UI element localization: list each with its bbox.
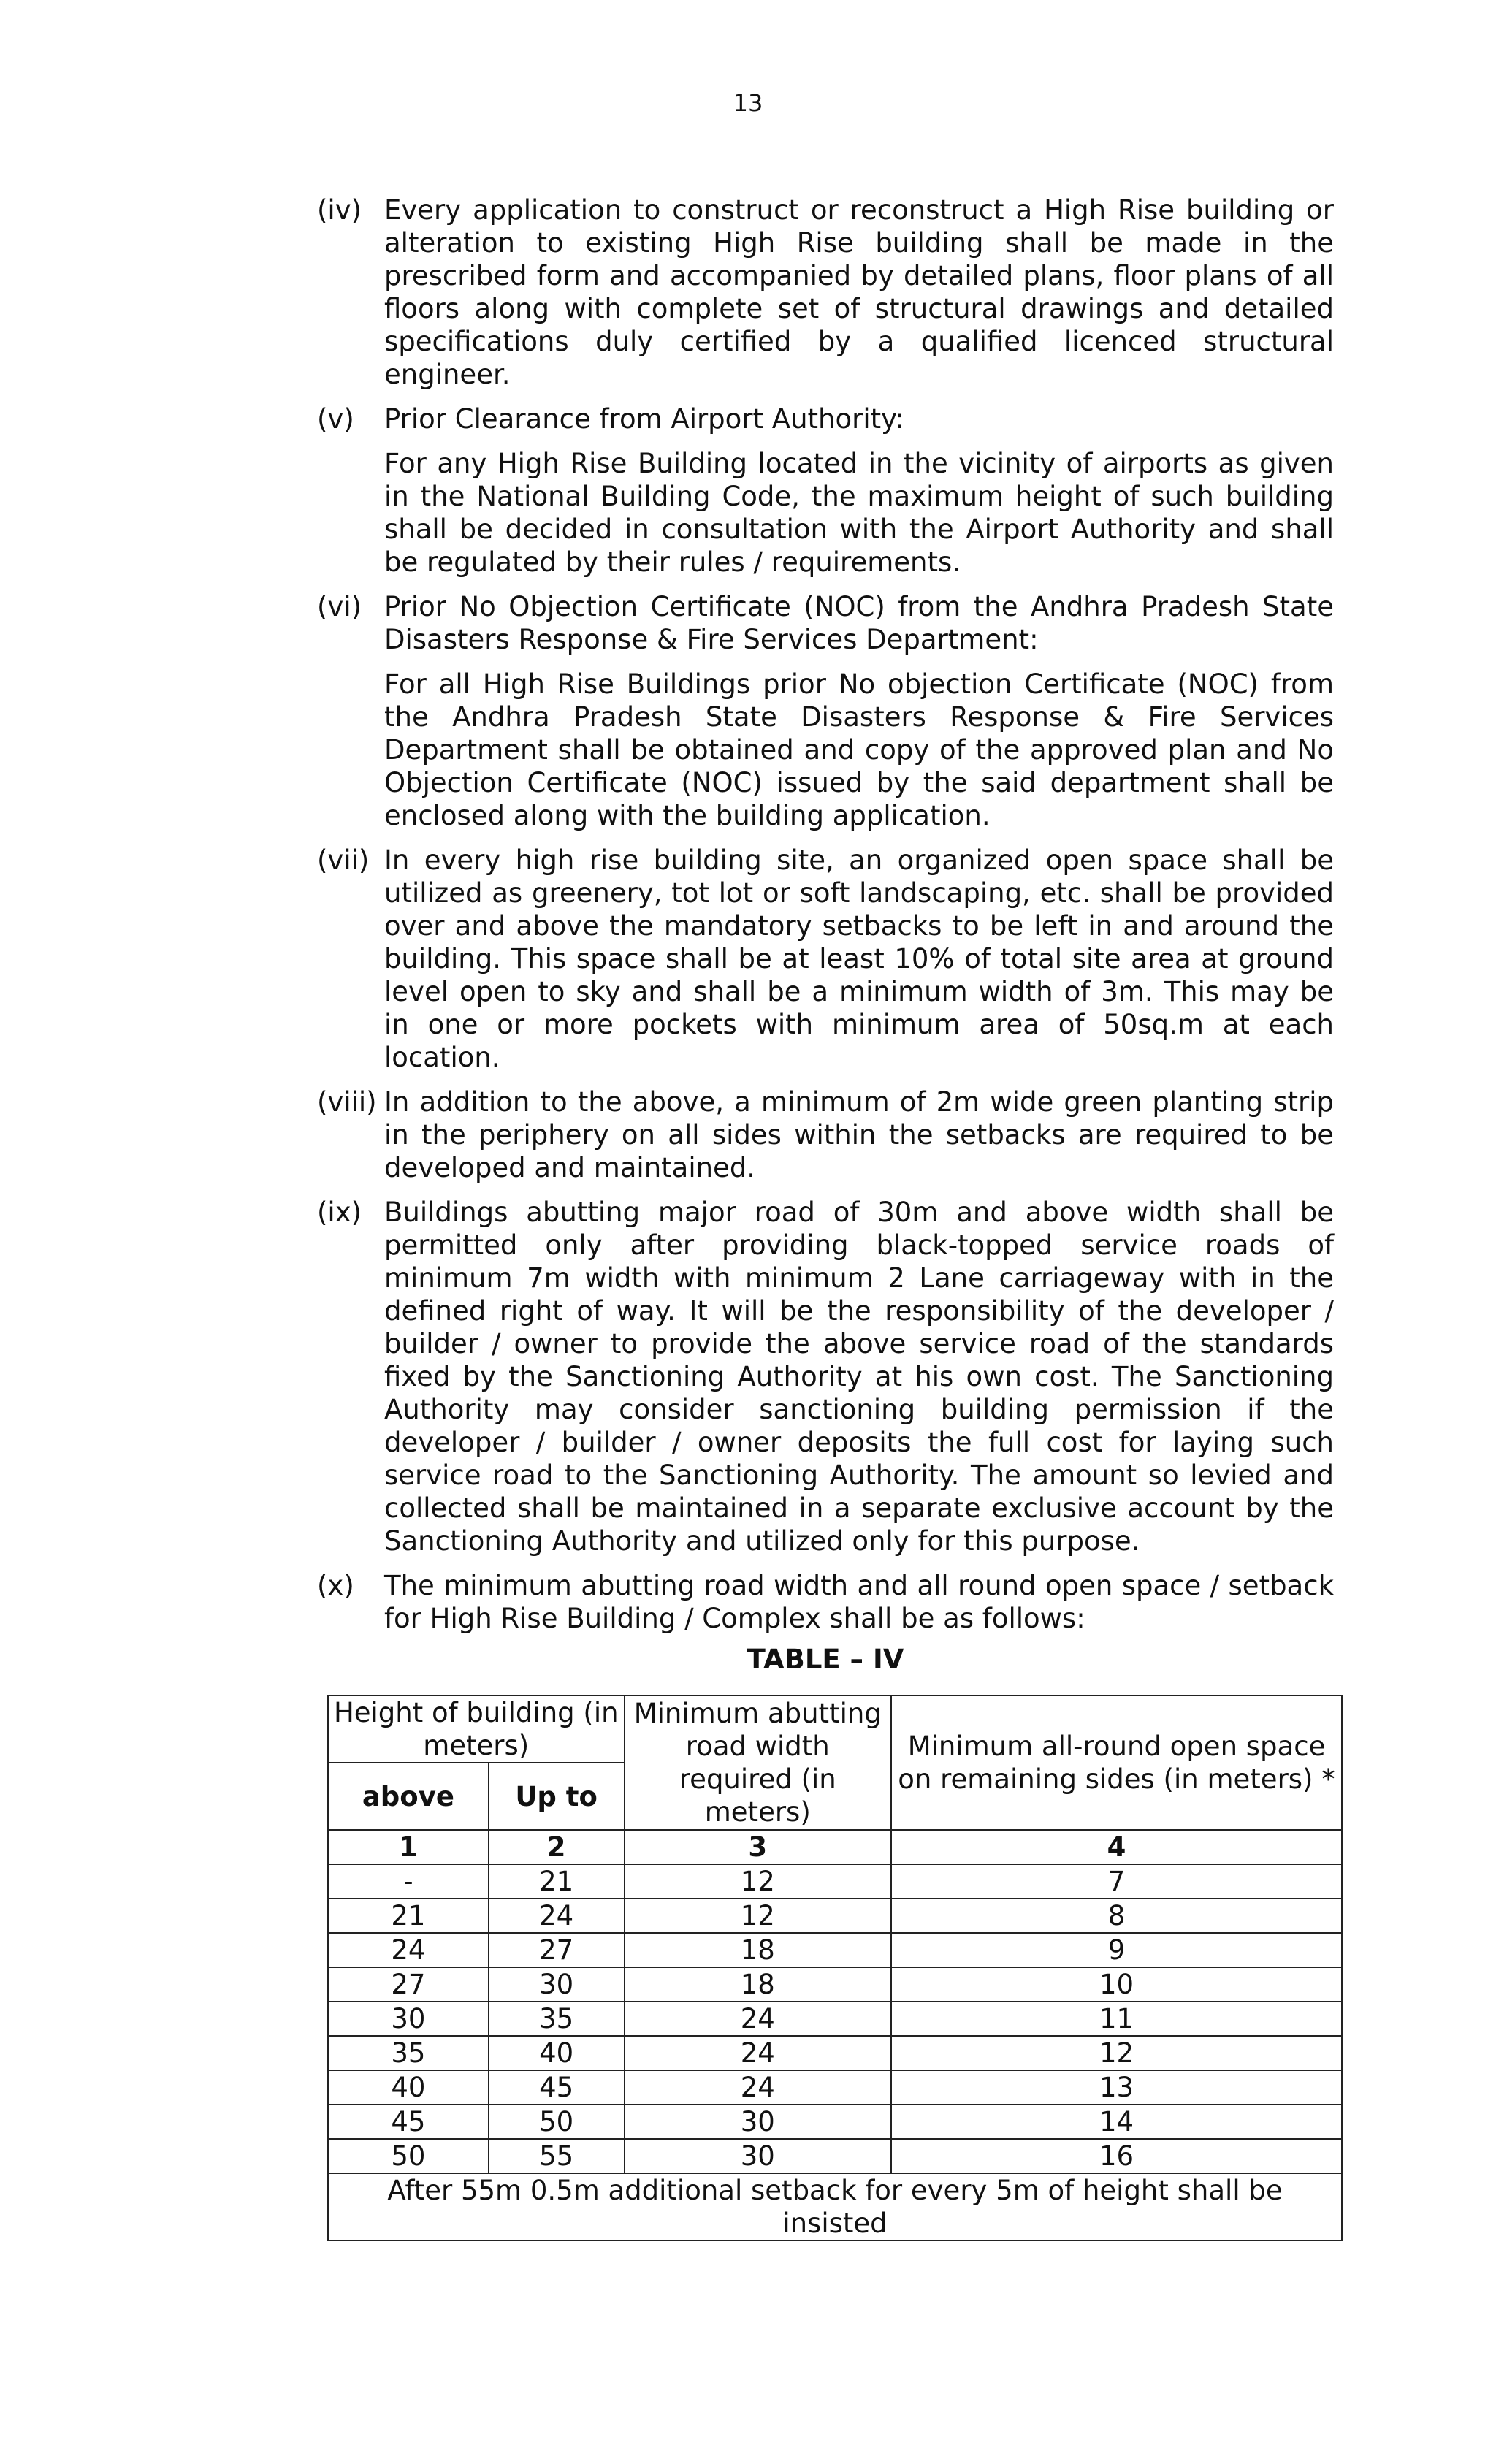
table-row	[328, 1933, 1342, 1967]
table-cell: 24	[489, 1899, 625, 1933]
table-cell: 24	[625, 2036, 892, 2070]
clause-heading: Prior Clearance from Airport Authority:	[384, 403, 904, 435]
clause-number: (x)	[317, 1570, 354, 1601]
table-cell: 30	[328, 2002, 489, 2036]
road-width-header: Minimum abutting road width required (in meters)	[625, 1696, 892, 1830]
clause-viii	[317, 1086, 1334, 1184]
table-cell: 24	[625, 2070, 892, 2105]
clause-ix	[317, 1196, 1334, 1557]
table-cell: 21	[489, 1864, 625, 1899]
clause-number: (iv)	[317, 194, 362, 226]
table-cell: 24	[328, 1933, 489, 1967]
height-group-header: Height of building (in meters)	[328, 1696, 625, 1763]
clause-text: In addition to the above, a minimum of 2m wide green planting strip in the periphery on all sides within the setbacks are required to be developed and maintained.	[384, 1086, 1334, 1183]
clause-body	[384, 1569, 1334, 1635]
clause-text: Every application to construct or reconstruct a High Rise building or alteration to existing High Rise building shall be made in the prescribed form and accompanied by detailed plans, floor plans of all floors along with complete set of structural drawings and detailed specifications duly certified by a qualified licenced structural engineer.	[384, 194, 1334, 390]
table-row	[328, 2139, 1342, 2173]
table-cell: 55	[489, 2139, 625, 2173]
table-cell: 45	[489, 2070, 625, 2105]
table-cell: 30	[625, 2105, 892, 2139]
table-cell: 35	[489, 2002, 625, 2036]
clause-subtext: For any High Rise Building located in the vicinity of airports as given in the National Building Code, the maximum height of such building shall be decided in consultation with the Airport Authority and shall be regulated by their rules / requirements.	[384, 448, 1334, 578]
table-cell: 40	[328, 2070, 489, 2105]
table-row	[328, 2105, 1342, 2139]
setback-table	[327, 1695, 1343, 2241]
clause-body	[384, 403, 1334, 579]
table-cell: 10	[891, 1967, 1342, 2002]
clause-subtext: For all High Rise Buildings prior No objection Certificate (NOC) from the Andhra Pradesh State Disasters Response & Fire Services Department shall be obtained and copy of the approved plan and No Objection Certificate (NOC) issued by the said department shall be enclosed along with the building application.	[384, 668, 1334, 831]
table-cell: 24	[625, 2002, 892, 2036]
clause-body	[384, 1086, 1334, 1184]
table-row	[328, 2036, 1342, 2070]
up-to-header: Up to	[489, 1763, 625, 1830]
clause-vii	[317, 844, 1334, 1074]
table-title: TABLE – IV	[747, 1644, 904, 1675]
clause-body	[384, 590, 1334, 832]
table-cell: 45	[328, 2105, 489, 2139]
table-cell: 35	[328, 2036, 489, 2070]
table-cell: 27	[489, 1933, 625, 1967]
table-cell: 16	[891, 2139, 1342, 2173]
table-cell: 27	[328, 1967, 489, 2002]
clause-body	[384, 844, 1334, 1074]
clause-body	[384, 194, 1334, 391]
clause-v	[317, 403, 1334, 579]
table-footer-note: After 55m 0.5m additional setback for every 5m of height shall be insisted	[328, 2173, 1342, 2240]
table-cell: 50	[328, 2139, 489, 2173]
column-number: 2	[489, 1830, 625, 1864]
above-header: above	[328, 1763, 489, 1830]
table-cell: 30	[489, 1967, 625, 2002]
table-cell: 9	[891, 1933, 1342, 1967]
table-footer-row	[328, 2173, 1342, 2240]
table-cell: 12	[891, 2036, 1342, 2070]
clause-heading: Prior No Objection Certificate (NOC) from the Andhra Pradesh State Disasters Response & Fire Services Department:	[384, 591, 1334, 655]
clause-number: (vi)	[317, 591, 362, 622]
table-cell: 40	[489, 2036, 625, 2070]
table-row	[328, 1864, 1342, 1899]
column-number: 3	[625, 1830, 892, 1864]
table-cell: 13	[891, 2070, 1342, 2105]
table-cell: 11	[891, 2002, 1342, 2036]
clause-number: (ix)	[317, 1197, 362, 1228]
clause-vi	[317, 590, 1334, 832]
table-cell: -	[328, 1864, 489, 1899]
table-cell: 12	[625, 1899, 892, 1933]
clause-text: In every high rise building site, an organized open space shall be utilized as greenery, tot lot or soft landscaping, etc. shall be provided over and above the mandatory setbacks to be left in and around the building. This space shall be at least 10% of total site area at ground level open to sky and shall be a minimum width of 3m. This may be in one or more pockets with minimum area of 50sq.m at each location.	[384, 844, 1334, 1073]
table-cell: 7	[891, 1864, 1342, 1899]
clause-x	[317, 1569, 1334, 1635]
table-cell: 18	[625, 1933, 892, 1967]
column-number-row	[328, 1830, 1342, 1864]
open-space-header: Minimum all-round open space on remaining sides (in meters) *	[891, 1696, 1342, 1830]
clause-text: The minimum abutting road width and all round open space / setback for High Rise Building / Complex shall be as follows:	[384, 1570, 1334, 1634]
clause-text: Buildings abutting major road of 30m and above width shall be permitted only after providing black-topped service roads of minimum 7m width with minimum 2 Lane carriageway with in the defined right of way. It will be the responsibility of the developer / builder / owner to provide the above service road of the standards fixed by the Sanctioning Authority at his own cost. The Sanctioning Authority may consider sanctioning building permission if the developer / builder / owner deposits the full cost for laying such service road to the Sanctioning Authority. The amount so levied and collected shall be maintained in a separate exclusive account by the Sanctioning Authority and utilized only for this purpose.	[384, 1197, 1334, 1557]
clause-number: (vii)	[317, 844, 370, 876]
column-number: 1	[328, 1830, 489, 1864]
table-cell: 21	[328, 1899, 489, 1933]
column-number: 4	[891, 1830, 1342, 1864]
table-header-row	[328, 1696, 1342, 1763]
table-cell: 14	[891, 2105, 1342, 2139]
table-cell: 30	[625, 2139, 892, 2173]
clause-number: (viii)	[317, 1086, 377, 1118]
clause-body	[384, 1196, 1334, 1557]
table-row	[328, 1899, 1342, 1933]
table-cell: 8	[891, 1899, 1342, 1933]
table-row	[328, 1967, 1342, 2002]
table-cell: 50	[489, 2105, 625, 2139]
table-row	[328, 2070, 1342, 2105]
clause-number: (v)	[317, 403, 354, 435]
table-cell: 12	[625, 1864, 892, 1899]
page-number: 13	[733, 89, 763, 117]
table-cell: 18	[625, 1967, 892, 2002]
table-row	[328, 2002, 1342, 2036]
clause-list	[317, 194, 1334, 1647]
clause-iv	[317, 194, 1334, 391]
